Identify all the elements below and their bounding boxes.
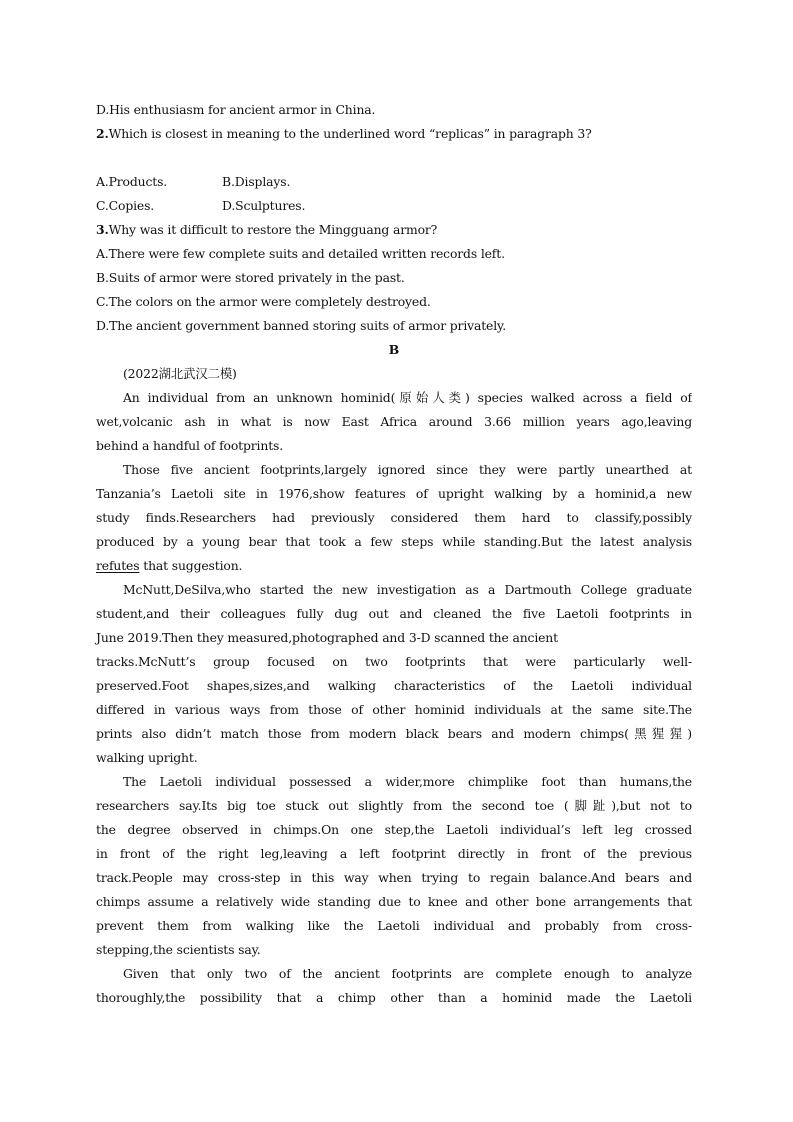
spacer (96, 146, 692, 170)
p2-line: Those five ancient footprints,largely ignored since they were partly unearthed at (123, 462, 692, 477)
p1-line: An individual from an unknown hominid(原始人类) species walked across a field of (123, 390, 692, 405)
p4-line: the degree observed in chimps.On one step,the Laetoli individual’s left leg crossed (96, 822, 692, 837)
p2-line: produced by a young bear that took a few steps while standing.But the latest analysis (96, 534, 692, 549)
underlined-word-refutes: refutes (96, 558, 140, 573)
p3-line: prints also didn’t match those from modern black bears and modern chimps(黑猩猩) (96, 726, 692, 741)
p4-line: track.People may cross-step in this way when trying to regain balance.And bears and (96, 870, 692, 885)
p5-line: thoroughly,the possibility that a chimp other than a hominid made the Laetoli (96, 990, 692, 1005)
passage-source: (2022湖北武汉二模) (123, 366, 237, 381)
q1-option-d: D.His enthusiasm for ancient armor in China. (96, 102, 376, 117)
p2-line-last (96, 554, 692, 578)
p4-line: The Laetoli individual possessed a wider,more chimplike foot than humans,the (123, 774, 692, 789)
p4-line: researchers say.Its big toe stuck out slightly from the second toe (脚趾),but not to (96, 798, 692, 813)
q2-option-d: D.Sculptures. (222, 198, 306, 213)
q2-options-row-2 (96, 194, 692, 218)
q2-option-c: C.Copies. (96, 198, 155, 213)
q3-option-d: D.The ancient government banned storing suits of armor privately. (96, 318, 507, 333)
q3-option-a: A.There were few complete suits and detailed written records left. (96, 246, 505, 261)
p1-line: behind a handful of footprints. (96, 438, 284, 453)
q2-options-row-1 (96, 170, 692, 194)
p3-line: walking upright. (96, 750, 198, 765)
p4-line: chimps assume a relatively wide standing due to knee and other bone arrangements that (96, 894, 692, 909)
q3-number: 3. (96, 222, 109, 237)
p4-line: in front of the right leg,leaving a left footprint directly in front of the previous (96, 846, 692, 861)
q2-option-b: B.Displays. (222, 174, 291, 189)
q2-question-text: Which is closest in meaning to the underlined word “replicas” in paragraph 3? (108, 126, 592, 141)
q3-option-c: C.The colors on the armor were completely destroyed. (96, 294, 431, 309)
p4-line: stepping,the scientists say. (96, 942, 261, 957)
p3-line: preserved.Foot shapes,sizes,and walking characteristics of the Laetoli individual (96, 678, 692, 693)
p4-line: prevent them from walking like the Laetoli individual and probably from cross- (96, 918, 692, 933)
q3-question-text: Why was it difficult to restore the Mingguang armor? (108, 222, 438, 237)
q2-option-a: A.Products. (96, 174, 168, 189)
q3-option-b: B.Suits of armor were stored privately in the past. (96, 270, 405, 285)
document-page (96, 98, 692, 1010)
p3-line: tracks.McNutt’s group focused on two footprints that were particularly well- (96, 654, 692, 669)
p3-line: June 2019.Then they measured,photographed and 3-D scanned the ancient (96, 630, 558, 645)
p5-line: Given that only two of the ancient footprints are complete enough to analyze (123, 966, 692, 981)
p2-line: Tanzania’s Laetoli site in 1976,show features of upright walking by a hominid,a new (96, 486, 692, 501)
p3-line: differed in various ways from those of other hominid individuals at the same site.The (96, 702, 692, 717)
p1-line: wet,volcanic ash in what is now East Africa around 3.66 million years ago,leaving (96, 414, 692, 429)
p3-line: McNutt,DeSilva,who started the new investigation as a Dartmouth College graduate (123, 582, 692, 597)
p3-line: student,and their colleagues fully dug out and cleaned the five Laetoli footprints in (96, 606, 692, 621)
q3-question (96, 218, 692, 242)
section-heading: B (388, 342, 400, 357)
q2-number: 2. (96, 126, 109, 141)
p2-line: study finds.Researchers had previously considered them hard to classify,possibly (96, 510, 692, 525)
p2-last-rest: that suggestion. (139, 558, 243, 573)
q2-question (96, 122, 692, 146)
